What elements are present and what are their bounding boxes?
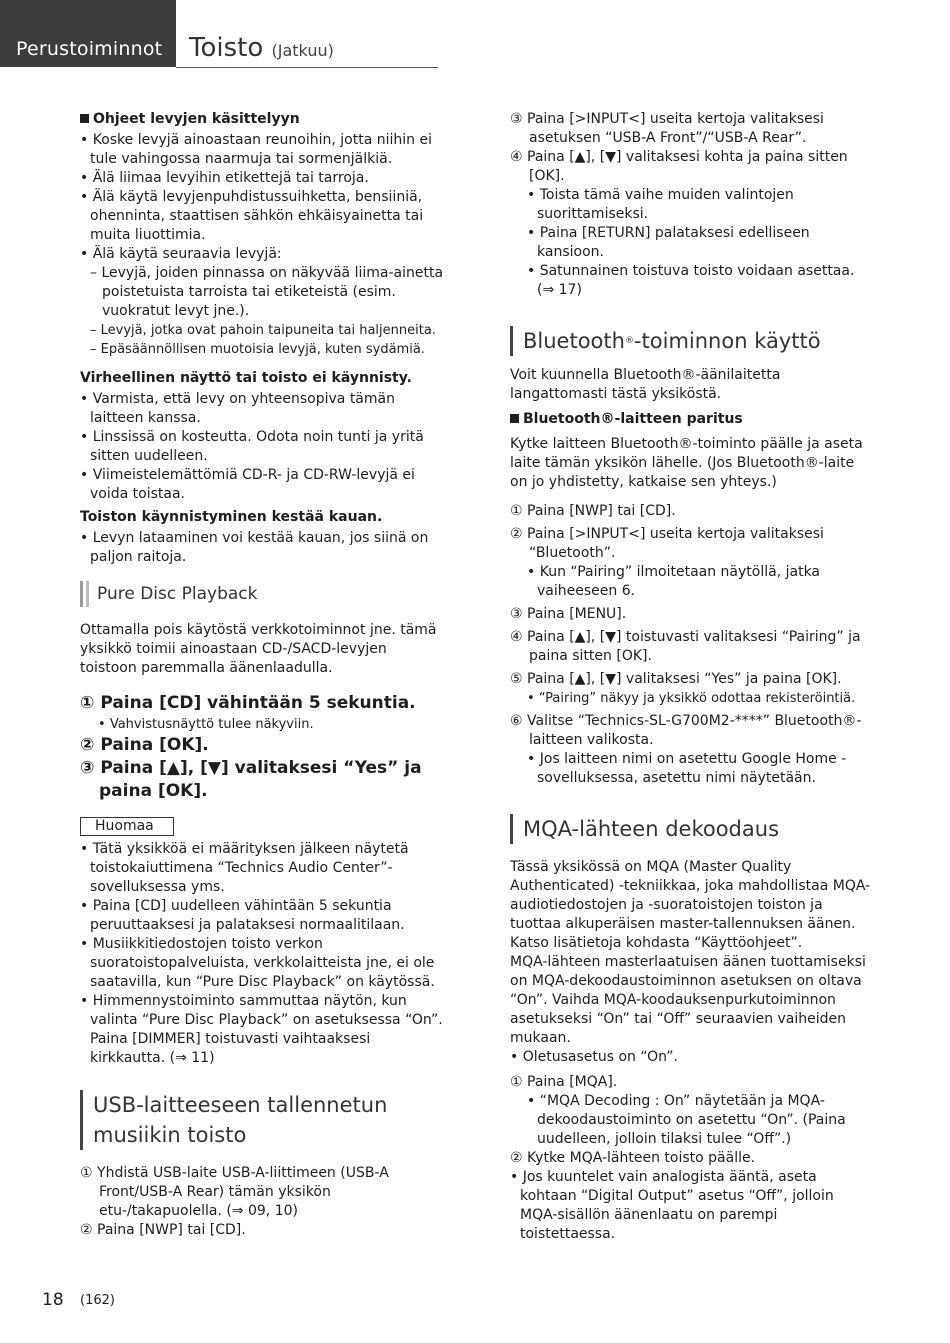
step-item: ① Paina [NWP] tai [CD]. (510, 503, 676, 519)
step-item: ② Paina [>INPUT<] useita kertoja valitaksesi “Bluetooth”. (510, 526, 824, 561)
step-item: ③ Paina [▲], [▼] valitaksesi “Yes” ja paina [OK]. (80, 758, 422, 801)
square-bullet-icon (80, 114, 89, 123)
step-item: ③ Paina [>INPUT<] useita kertoja valitaksesi asetuksen “USB-A Front”/“USB-A Rear”. (510, 111, 824, 146)
list-item: • Musiikkitiedostojen toisto verkon suoratoistopalveluista, verkkolaitteista jne, ei ole saatavilla, kun “Pure Disc Playback” on käytössä. (80, 936, 435, 990)
step-sub-item: • Paina [RETURN] palataksesi edelliseen kansioon. (527, 225, 810, 260)
header-rule (176, 67, 438, 68)
list-item: • Levyn lataaminen voi kestää kauan, jos siinä on paljon raitoja. (80, 530, 429, 565)
step-sub-item: • Jos laitteen nimi on asetettu Google Home -sovelluksessa, asetettu nimi näytetään. (527, 751, 847, 786)
right-column (510, 110, 875, 1244)
error-heading: Virheellinen näyttö tai toisto ei käynnisty. (80, 370, 412, 386)
step-item: ④ Paina [▲], [▼] valitaksesi kohta ja paina sitten [OK]. (510, 149, 848, 184)
mqa-paragraph-2: MQA-lähteen masterlaatuisen äänen tuottamiseksi on MQA-dekoodaustoiminnon asetuksen on oltava “On”. Vaihda MQA-koodauksenpurkutoiminnon asetukseksi “On” tai “Off” seuraavien vaiheiden mukaan. (510, 954, 866, 1046)
bt-pair-heading: Bluetooth®-laitteen paritus (510, 410, 875, 429)
list-item: • Tätä yksikköä ei määrityksen jälkeen näytetä toistokaiuttimena “Technics Audio Center”-sovelluksessa yms. (80, 841, 409, 895)
bt-pair-intro: Kytke laitteen Bluetooth®-toiminto päälle ja aseta laite tämän yksikön lähelle. (Jos Bluetooth®-laite on jo yhdistetty, katkaise sen yhteys.) (510, 436, 863, 490)
dash-item: – Levyjä, joiden pinnassa on näkyvää liima-ainetta poistetuista tarroista tai etiketeistä (esim. vuokratut levyt jne.). (90, 265, 444, 319)
list-item: • Viimeistelemättömiä CD-R- ja CD-RW-levyjä ei voida toistaa. (80, 467, 415, 502)
square-bullet-icon (510, 414, 519, 423)
bt-intro: Voit kuunnella Bluetooth®-äänilaitetta langattomasti tästä yksiköstä. (510, 367, 781, 402)
step-item: ② Kytke MQA-lähteen toisto päälle. (510, 1150, 756, 1166)
list-item: • Paina [CD] uudelleen vähintään 5 sekuntia peruuttaaksesi ja palataksesi normaalitilaan. (80, 898, 405, 933)
list-item: • Älä käytä seuraavia levyjä: (80, 246, 282, 262)
section-tab (0, 0, 176, 67)
step-sub-item: • Kun “Pairing” ilmoitetaan näytöllä, jatka vaiheeseen 6. (527, 564, 821, 599)
step-sub-item: • Satunnainen toistuva toisto voidaan asettaa. (⇒ 17) (527, 263, 855, 298)
mqa-paragraph-1: Tässä yksikössä on MQA (Master Quality Authenticated) -tekniikkaa, joka mahdollistaa MQA-audiotiedostojen ja -suoratoistojen toiston ja tuottaa alkuperäisen master-tallennuksen äänen. Katso lisätietoja kohdasta “Käyttöohjeet”. (510, 859, 871, 951)
step-sub-item: • Toista tämä vaihe muiden valintojen suorittamiseksi. (527, 187, 794, 222)
section-tab-label: Perustoiminnot (16, 38, 163, 60)
step-sub-item: • “MQA Decoding : On” näytetään ja MQA-dekoodaustoiminto on asetettu “On”. (Paina uudelleen, jolloin tilaksi tulee “Off”.) (527, 1093, 846, 1147)
left-column (80, 110, 445, 1240)
step-sub-item: • Vahvistusnäyttö tulee näkyviin. (98, 717, 314, 732)
step-item: ③ Paina [MENU]. (510, 606, 627, 622)
list-item: • Linssissä on kosteutta. Odota noin tunti ja yritä sitten uudelleen. (80, 429, 424, 464)
dash-item: – Epäsäännöllisen muotoisia levyjä, kuten sydämiä. (90, 342, 425, 357)
step-sub-item: • “Pairing” näkyy ja yksikkö odottaa rekisteröintiä. (527, 691, 856, 706)
step-item: ④ Paina [▲], [▼] toistuvasti valitaksesi “Pairing” ja paina sitten [OK]. (510, 629, 861, 664)
step-item: ① Yhdistä USB-laite USB-A-liittimeen (USB-A Front/USB-A Rear) tämän yksikön etu-/takapuolella. (⇒ 09, 10) (80, 1165, 389, 1219)
section-heading-bluetooth: Bluetooth®-toiminnon käyttö (510, 326, 875, 356)
list-item: • Jos kuuntelet vain analogista ääntä, aseta kohtaan “Digital Output” asetus “Off”, jolloin MQA-sisällön äänenlaatu on parempi toistettaessa. (510, 1169, 834, 1242)
list-item: • Varmista, että levy on yhteensopiva tämän laitteen kanssa. (80, 391, 395, 426)
step-item: ① Paina [MQA]. (510, 1074, 618, 1090)
step-item: ① Paina [CD] vähintään 5 sekuntia. (80, 693, 416, 713)
section-heading-usb: USB-laitteeseen tallennetun musiikin toisto (80, 1090, 445, 1150)
step-item: ② Paina [NWP] tai [CD]. (80, 1222, 246, 1238)
page-title-suffix: (Jatkuu) (271, 41, 334, 60)
list-item: • Koske levyjä ainoastaan reunoihin, jotta niihin ei tule vahingossa naarmuja tai sormenjälkiä. (80, 132, 432, 167)
list-item: • Älä liimaa levyihin etikettejä tai tarroja. (80, 170, 369, 186)
page-reference: (162) (80, 1293, 115, 1308)
slow-start-heading: Toiston käynnistyminen kestää kauan. (80, 509, 383, 525)
page-title (189, 33, 334, 63)
pdp-intro: Ottamalla pois käytöstä verkkotoiminnot jne. tämä yksikkö toimii ainoastaan CD-/SACD-levyjen toistoon paremmalla äänenlaadulla. (80, 622, 437, 676)
step-item: ② Paina [OK]. (80, 735, 209, 755)
section-heading-mqa: MQA-lähteen dekoodaus (510, 814, 875, 844)
handling-heading: Ohjeet levyjen käsittelyyn (80, 110, 445, 129)
page-title-main: Toisto (189, 33, 264, 63)
note-label: Huomaa (80, 817, 174, 836)
dash-item: – Levyjä, jotka ovat pahoin taipuneita tai haljenneita. (90, 323, 436, 338)
step-item: ⑥ Valitse “Technics-SL-G700M2-****” Bluetooth®-laitteen valikosta. (510, 713, 862, 748)
list-item: • Älä käytä levyjenpuhdistussuihketta, bensiiniä, ohenninta, staattisen sähkön ehkäisyainetta tai muita liuottimia. (80, 189, 424, 243)
step-item: ⑤ Paina [▲], [▼] valitaksesi “Yes” ja paina [OK]. (510, 671, 842, 687)
list-item: • Himmennystoiminto sammuttaa näytön, kun valinta “Pure Disc Playback” on asetuksessa “On”. Paina [DIMMER] toistuvasti vaihtaaksesi kirkkautta. (⇒ 11) (80, 993, 443, 1066)
section-heading-pure-disc: Pure Disc Playback (80, 581, 445, 607)
list-item: • Oletusasetus on “On”. (510, 1049, 678, 1065)
page-number: 18 (42, 1290, 64, 1310)
